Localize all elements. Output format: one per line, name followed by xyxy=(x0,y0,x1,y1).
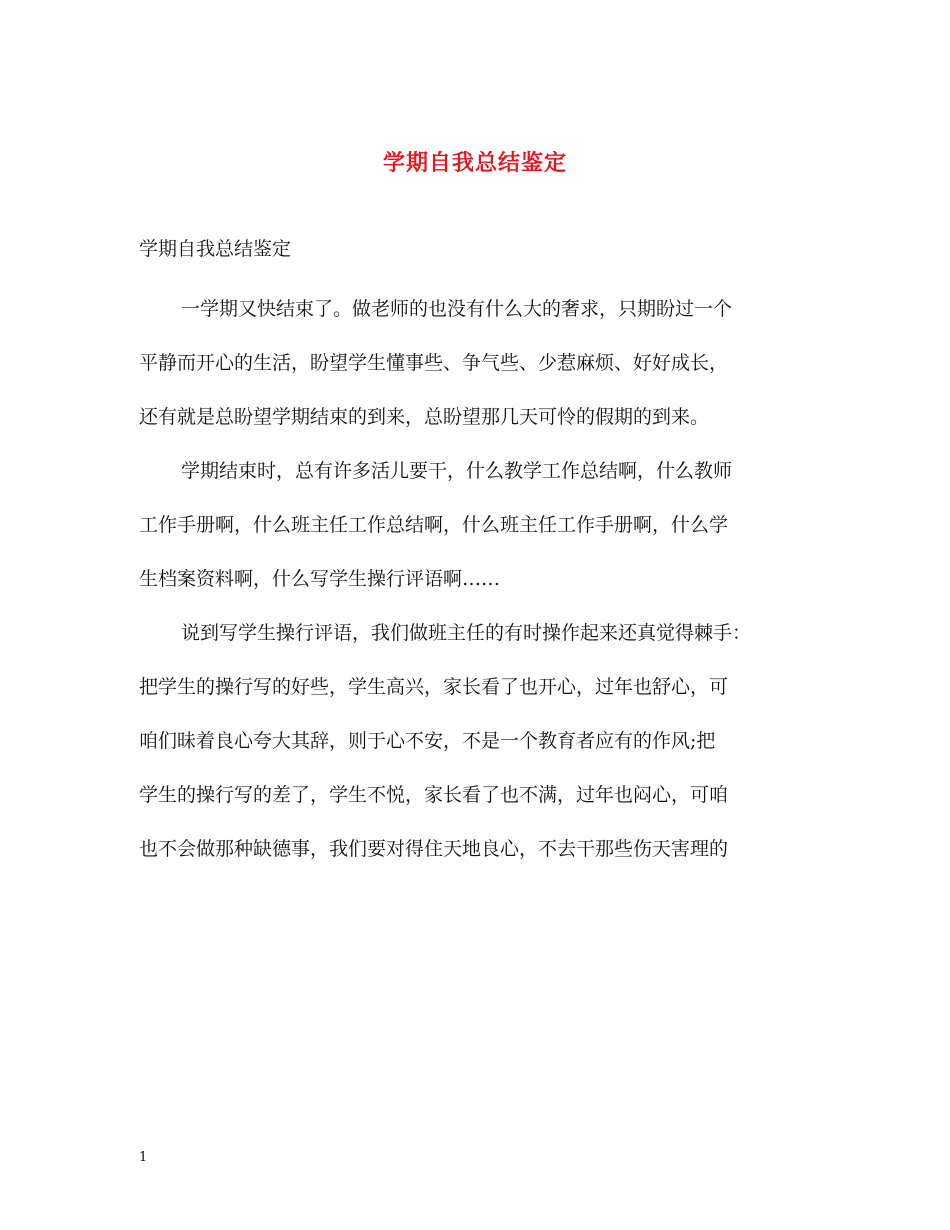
text-line: 学生的操行写的差了，学生不悦，家长看了也不满，过年也闷心，可咱 xyxy=(139,784,729,806)
document-subheading: 学期自我总结鉴定 xyxy=(139,238,292,260)
text-line: 还有就是总盼望学期结束的到来，总盼望那几天可怜的假期的到来。 xyxy=(139,406,710,428)
text-line: 也不会做那种缺德事，我们要对得住天地良心，不去干那些伤天害理的 xyxy=(139,838,729,860)
text-line: 一学期又快结束了。做老师的也没有什么大的奢求，只期盼过一个 xyxy=(181,298,733,320)
text-line: 平静而开心的生活，盼望学生懂事些、争气些、少惹麻烦、好好成长， xyxy=(139,352,729,374)
paragraph-3 xyxy=(139,606,829,876)
text-line: 把学生的操行写的好些，学生高兴，家长看了也开心，过年也舒心，可 xyxy=(139,676,729,698)
page-number: 1 xyxy=(139,1150,148,1165)
paragraph-2 xyxy=(139,444,829,606)
paragraph-1 xyxy=(139,282,829,444)
text-line: 咱们昧着良心夸大其辞，则于心不安，不是一个教育者应有的作风;把 xyxy=(139,730,716,752)
text-line: 工作手册啊，什么班主任工作总结啊，什么班主任工作手册啊，什么学 xyxy=(139,514,729,536)
document-body xyxy=(139,282,829,876)
document-title: 学期自我总结鉴定 xyxy=(382,150,567,176)
text-line: 生档案资料啊，什么写学生操行评语啊…… xyxy=(139,568,501,590)
text-line: 说到写学生操行评语，我们做班主任的有时操作起来还真觉得棘手： xyxy=(181,622,752,644)
text-line: 学期结束时，总有许多活儿要干，什么教学工作总结啊，什么教师 xyxy=(181,460,733,482)
